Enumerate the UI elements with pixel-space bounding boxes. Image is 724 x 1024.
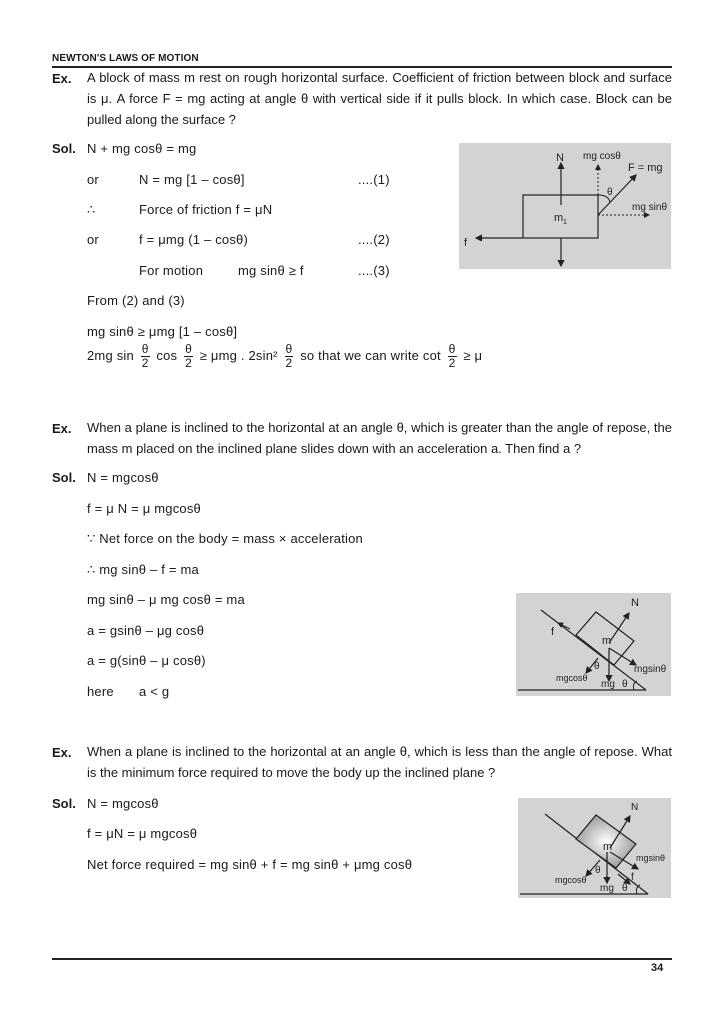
svg-text:mgsinθ: mgsinθ: [634, 664, 667, 675]
svg-text:mg: mg: [601, 679, 615, 690]
svg-text:θ: θ: [607, 187, 613, 198]
svg-text:mg: mg: [600, 883, 614, 894]
diagram-block-horizontal: [459, 143, 671, 269]
footer-rule: [52, 958, 672, 960]
eq-part: so that we can write: [300, 347, 420, 363]
example-3-question: When a plane is inclined to the horizontal at an angle θ, which is less than the angle of repose. What is the minimum force required to move the body up the inclined plane ?: [87, 744, 672, 780]
ex2-sol-line6: a = gsinθ – μg cosθ: [87, 623, 205, 638]
fraction-theta-over-2: $\frac{\theta}{2}$: [185, 342, 192, 370]
ex3-sol-line1: N = mgcosθ: [87, 796, 159, 811]
svg-text:θ: θ: [622, 679, 628, 690]
ex1-sol-line4-prefix: or: [87, 232, 99, 247]
ex1-sol-line2-prefix: or: [87, 172, 99, 187]
page-number: 34: [651, 962, 664, 974]
svg-text:m: m: [602, 635, 612, 647]
sol-label-1: Sol.: [52, 141, 76, 156]
svg-text:θ: θ: [594, 661, 600, 672]
ex2-sol-line3: ∵ Net force on the body = mass × acceleration: [87, 531, 363, 546]
ex2-sol-line4: ∴ mg sinθ – f = ma: [87, 562, 199, 577]
svg-text:mg sinθ: mg sinθ: [632, 202, 668, 213]
sol-label-3: Sol.: [52, 796, 76, 811]
ex-label-3: Ex.: [52, 745, 72, 760]
diagram-inclined-plane-1: [516, 593, 671, 696]
ex3-sol-line3: Net force required = mg sinθ + f = mg sinθ + μmg cosθ: [87, 857, 413, 872]
ex1-sol-line1: N + mg cosθ = mg: [87, 141, 197, 156]
ex1-sol-line8: [87, 343, 482, 370]
svg-text:m: m: [603, 841, 613, 853]
svg-text:F = mg: F = mg: [628, 162, 663, 174]
ex1-sol-line5b: mg sinθ ≥ f: [238, 263, 304, 278]
eq-part: 2mg sin: [87, 347, 134, 363]
ex2-sol-line8b: a < g: [139, 684, 170, 699]
free-body-diagram-3: [518, 798, 671, 898]
ex1-eq-ref-1: ....(1): [358, 172, 390, 187]
ex1-sol-line3-prefix: ∴: [87, 202, 96, 217]
example-1-question: A block of mass m rest on rough horizontal surface. Coefficient of friction between block and surface is μ. A force F = mg acting at angle θ with vertical side if it pulls block. In which case. Block can be pulled along the surface ?: [87, 70, 672, 127]
label-N: N: [556, 152, 564, 164]
ex1-eq-ref-2: ....(2): [358, 232, 390, 247]
sol-label-2: Sol.: [52, 470, 76, 485]
ex1-sol-line2: N = mg [1 – cosθ]: [139, 172, 245, 187]
svg-text:f: f: [464, 237, 468, 249]
svg-text:mgsinθ: mgsinθ: [636, 853, 666, 863]
ex1-sol-line6: From (2) and (3): [87, 293, 185, 308]
ex1-sol-line3: Force of friction f = μN: [139, 202, 273, 217]
ex-label-1: Ex.: [52, 71, 72, 86]
svg-text:θ: θ: [595, 865, 601, 876]
svg-text:N: N: [631, 802, 639, 813]
svg-text:mg cosθ: mg cosθ: [583, 151, 621, 162]
ex1-sol-line4: f = μmg (1 – cosθ): [139, 232, 248, 247]
diagram-inclined-plane-2: [518, 798, 671, 898]
ex-label-2: Ex.: [52, 421, 72, 436]
free-body-diagram-1: [459, 143, 671, 269]
ex2-sol-line1: N = mgcosθ: [87, 470, 159, 485]
ex3-sol-line2: f = μN = μ mgcosθ: [87, 826, 198, 841]
example-2-question: When a plane is inclined to the horizontal at an angle θ, which is greater than the angle of repose, the mass m placed on the inclined plane slides down with an acceleration a. Then find a ?: [87, 420, 672, 456]
eq-part: ≥ μ: [463, 347, 483, 363]
svg-text:mgcosθ: mgcosθ: [555, 875, 587, 885]
svg-text:m: m: [554, 212, 564, 224]
svg-text:mgcosθ: mgcosθ: [556, 673, 588, 683]
ex2-sol-line2: f = μ N = μ mgcosθ: [87, 501, 201, 516]
ex1-sol-line7: mg sinθ ≥ μmg [1 – cosθ]: [87, 324, 238, 339]
eq-part: cos: [156, 347, 178, 363]
eq-part: cot: [422, 347, 441, 363]
svg-text:θ: θ: [622, 883, 628, 894]
svg-text:1: 1: [563, 219, 567, 226]
eq-part: ≥ μmg . 2sin²: [199, 347, 278, 363]
svg-text:f: f: [551, 626, 555, 638]
ex2-sol-line5: mg sinθ – μ mg cosθ = ma: [87, 592, 245, 607]
ex1-sol-line5a: For motion: [139, 263, 204, 278]
svg-text:f: f: [631, 872, 634, 883]
fraction-theta-over-2: $\frac{\theta}{2}$: [141, 342, 149, 370]
free-body-diagram-2: [516, 593, 671, 696]
fraction-theta-over-2: $\frac{\theta}{2}$: [285, 342, 293, 370]
ex2-sol-line8a: here: [87, 684, 114, 699]
svg-text:N: N: [631, 597, 639, 609]
ex1-eq-ref-3: ....(3): [358, 263, 390, 278]
ex2-sol-line7: a = g(sinθ – μ cosθ): [87, 653, 206, 668]
running-header: NEWTON'S LAWS OF MOTION: [52, 53, 199, 64]
fraction-theta-over-2: $\frac{\theta}{2}$: [448, 342, 456, 370]
